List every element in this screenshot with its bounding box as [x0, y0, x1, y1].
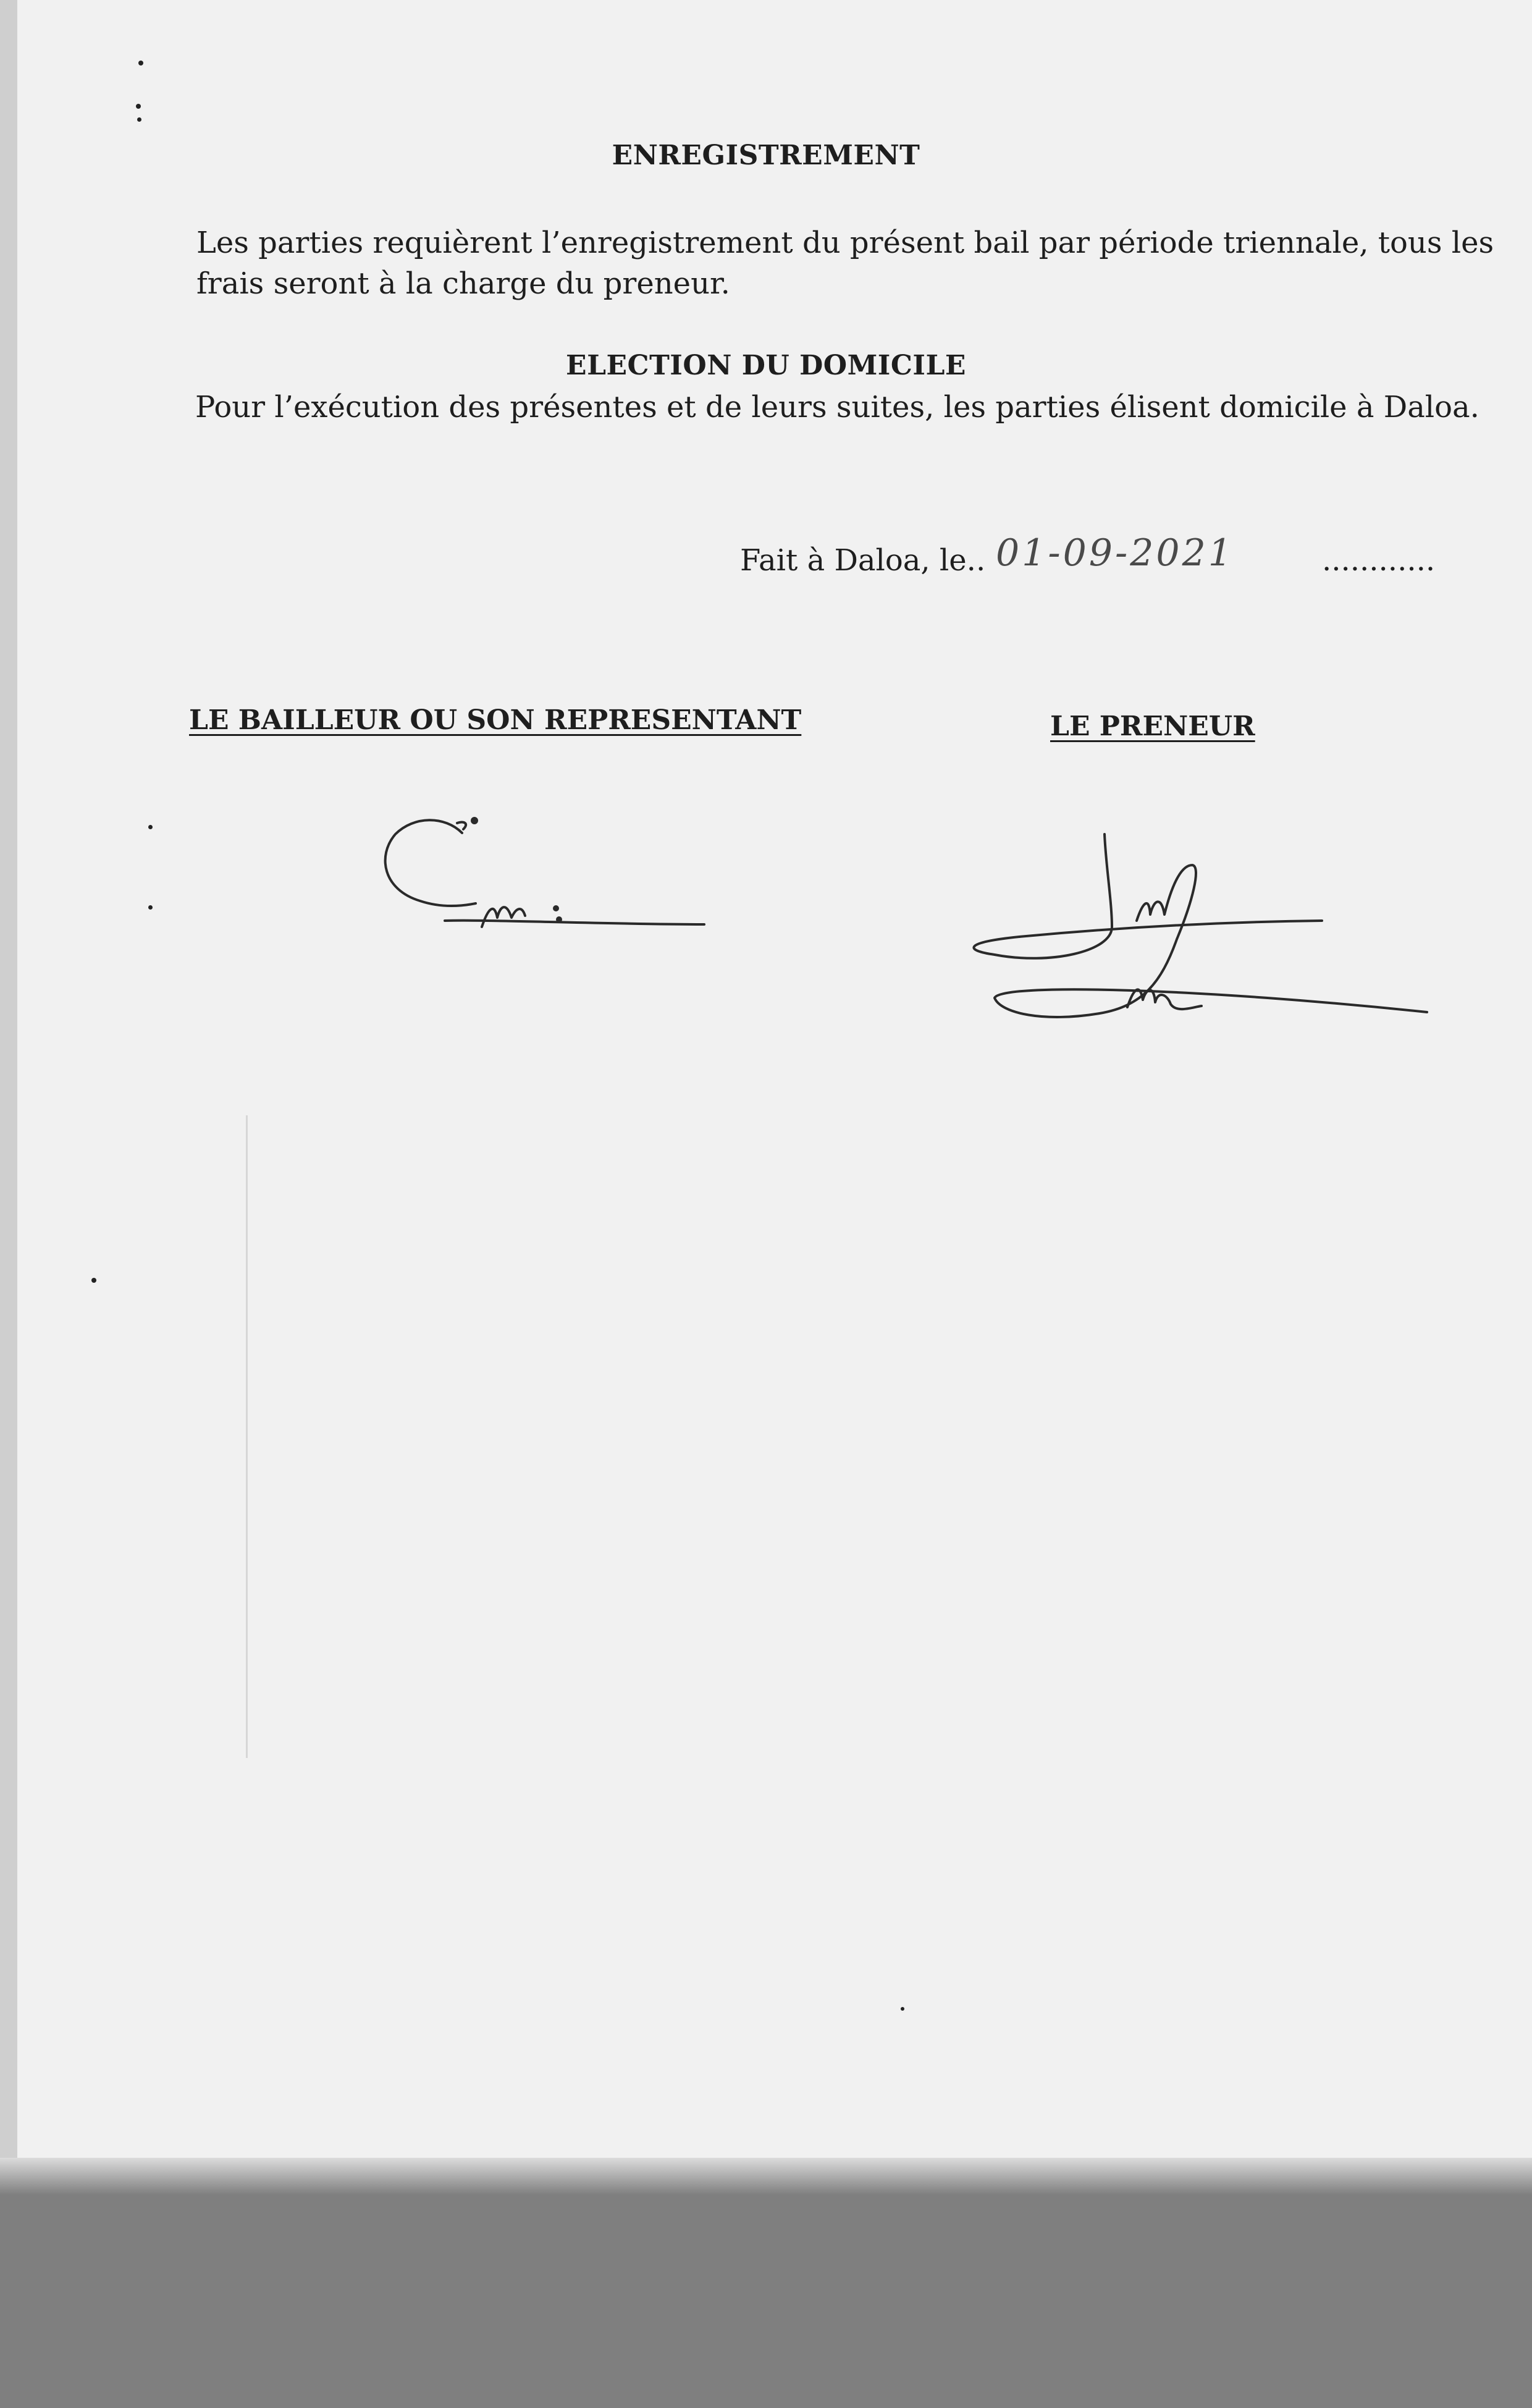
scan-speck [136, 104, 141, 109]
lessee-signature [958, 828, 1439, 1063]
place-date-prefix: Fait à Daloa, le.. [740, 543, 986, 578]
scan-speck [148, 905, 153, 910]
scan-bottom-edge [0, 2158, 1532, 2195]
scan-speck [901, 2007, 904, 2011]
section-heading-domicile: ELECTION DU DOMICILE [566, 350, 966, 381]
lessor-signature-label: LE BAILLEUR OU SON REPRESENTANT [189, 704, 802, 736]
scan-speck [91, 1278, 96, 1283]
lessee-signature-label: LE PRENEUR [1050, 711, 1255, 742]
section-heading-registration: ENREGISTREMENT [612, 140, 920, 171]
registration-text-line-2: frais seront à la charge du preneur. [196, 266, 730, 301]
scan-speck [137, 117, 141, 122]
handwritten-date: 01-09-2021 [996, 531, 1234, 575]
scan-speck [148, 825, 153, 829]
scan-speck [138, 61, 143, 65]
place-date-suffix: ............ [1322, 543, 1436, 578]
lessor-signature [371, 797, 717, 939]
scan-left-edge [0, 0, 17, 2163]
domicile-text-line: Pour l’exécution des présentes et de leurs suites, les parties élisent domicile à Daloa. [195, 390, 1479, 425]
registration-text-line-1: Les parties requièrent l’enregistrement du présent bail par période triennale, tous les [196, 226, 1494, 260]
page-fold-line [246, 1115, 248, 1758]
